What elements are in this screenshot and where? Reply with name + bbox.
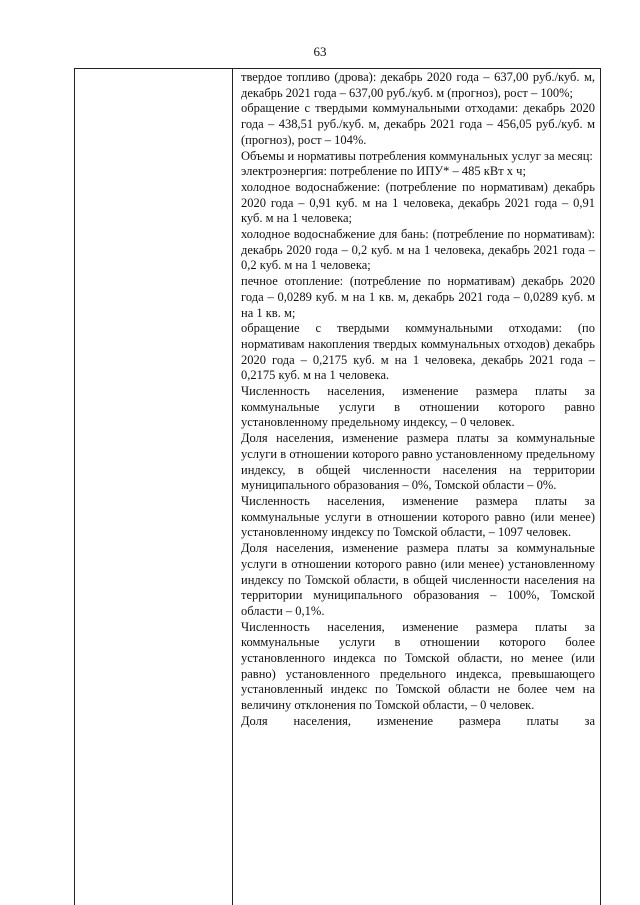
- paragraph-waste-norms: обращение с твердыми коммунальными отходами: (по нормативам накопления твердых коммунальных отходов) декабрь 2020 года – 0,2175 куб. м на 1 человека, декабрь 2021 года – 0,2175 куб. м на 1 человека.: [241, 321, 595, 383]
- column-divider: [232, 68, 233, 905]
- paragraph-share-below-index: Доля населения, изменение размера платы за коммунальные услуги в отношении которого равно (или менее) установленному индексу по Томской области, в общей численности населения на территории муниципального образования – 100%, Томской области – 0,1%.: [241, 541, 595, 618]
- paragraph-waste-tariff: обращение с твердыми коммунальными отходами: декабрь 2020 года – 438,51 руб./куб. м, декабрь 2021 года – 456,05 руб./куб. м (прогноз), рост – 104%.: [241, 101, 595, 147]
- paragraph-firewood: твердое топливо (дрова): декабрь 2020 года – 637,00 руб./куб. м, декабрь 2021 года – 637,00 руб./куб. м (прогноз), рост – 100%;: [241, 70, 595, 100]
- paragraph-stove-heating: печное отопление: (потребление по нормативам) декабрь 2020 года – 0,0289 куб. м на 1 кв. м, декабрь 2021 года – 0,0289 куб. м на 1 кв. м;: [241, 274, 595, 320]
- paragraph-share-equal-limit: Доля населения, изменение размера платы за коммунальные услуги в отношении которого равно установленному предельному индексу, в общей численности населения на территории муниципального образования – 0%, Томской области – 0%.: [241, 431, 595, 493]
- left-table-cell: [75, 69, 232, 905]
- paragraph-population-below-index: Численность населения, изменение размера платы за коммунальные услуги в отношении которого равно (или менее) установленному индексу по Томской области, – 1097 человек.: [241, 493, 595, 540]
- paragraph-share-above-index: Доля населения, изменение размера платы за: [241, 713, 595, 728]
- paragraph-cold-water-baths: холодное водоснабжение для бань: (потребление по нормативам): декабрь 2020 года – 0,2 куб. м на 1 человека, декабрь 2021 года – 0,2 куб. м на 1 человека;: [241, 227, 595, 273]
- paragraph-electricity: электроэнергия: потребление по ИПУ* – 485 кВт х ч;: [241, 164, 526, 179]
- paragraph-cold-water: холодное водоснабжение: (потребление по нормативам) декабрь 2020 года – 0,91 куб. м на 1 человека, декабрь 2021 года – 0,91 куб. м на 1 человека;: [241, 179, 595, 226]
- paragraph-volumes-heading: Объемы и нормативы потребления коммунальных услуг за месяц:: [241, 148, 593, 163]
- right-table-cell: [241, 70, 595, 730]
- page-number: 63: [313, 44, 327, 59]
- paragraph-population-above-index: Численность населения, изменение размера платы за коммунальные услуги в отношении которого более установленного индекса по Томской области, но менее (или равно) установленного предельного индекса, превышающего установленный индекс по Томской области не более чем на величину отклонения по Томской области, – 0 человек.: [241, 619, 595, 713]
- paragraph-population-equal-limit: Численность населения, изменение размера платы за коммунальные услуги в отношении которого равно установленному предельному индексу, – 0 человек.: [241, 384, 595, 430]
